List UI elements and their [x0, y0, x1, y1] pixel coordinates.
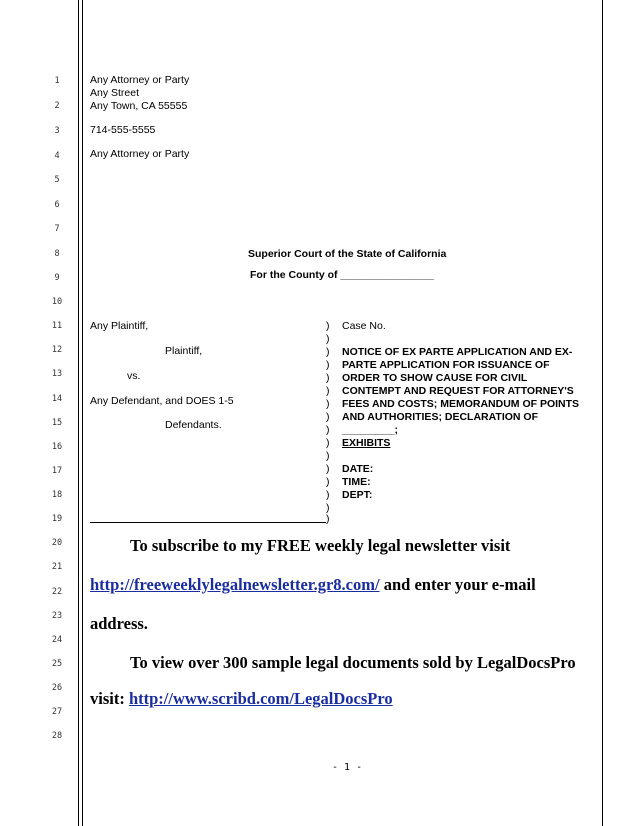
defendant-label: Defendants.	[165, 419, 222, 431]
line-number: 16	[51, 442, 63, 452]
line-number: 27	[51, 707, 63, 717]
newsletter-link[interactable]: http://freeweeklylegalnewsletter.gr8.com/	[90, 575, 380, 594]
hearing-dept-label: DEPT:	[342, 489, 373, 501]
line-number: 13	[51, 369, 63, 379]
title-line: PARTE APPLICATION FOR ISSUANCE OF	[342, 359, 550, 371]
caption-bottom-rule	[90, 522, 326, 523]
title-line: _________;	[342, 424, 399, 436]
right-margin-rule	[602, 0, 603, 826]
court-county: For the County of ________________	[250, 269, 434, 281]
line-number: 9	[54, 273, 60, 283]
versus-label: vs.	[127, 370, 141, 382]
hearing-date-label: DATE:	[342, 463, 374, 475]
line-number: 11	[51, 321, 63, 331]
title-line: AND AUTHORITIES; DECLARATION OF	[342, 411, 538, 423]
plaintiff-label: Plaintiff,	[165, 345, 203, 357]
title-line: NOTICE OF EX PARTE APPLICATION AND EX-	[342, 346, 573, 358]
caption-paren: )	[326, 346, 330, 358]
caption-paren: )	[326, 450, 330, 462]
line-number: 22	[51, 587, 63, 597]
line-number: 18	[51, 490, 63, 500]
line-number: 25	[51, 659, 63, 669]
caption-paren: )	[326, 463, 330, 475]
line-number: 21	[51, 562, 63, 572]
line-number: 26	[51, 683, 63, 693]
line-number: 6	[54, 200, 60, 210]
line-number: 10	[51, 297, 63, 307]
visit-label: visit:	[90, 689, 129, 708]
line-number: 15	[51, 418, 63, 428]
line-number: 1	[54, 76, 60, 86]
attorney-phone: 714-555-5555	[90, 124, 156, 136]
line-number: 20	[51, 538, 63, 548]
left-margin-rule-inner	[82, 0, 83, 826]
caption-paren: )	[326, 437, 330, 449]
caption-paren: )	[326, 398, 330, 410]
line-number: 12	[51, 345, 63, 355]
line-number: 2	[54, 101, 60, 111]
newsletter-line	[90, 575, 536, 595]
caption-paren: )	[326, 502, 330, 514]
scribd-link[interactable]: http://www.scribd.com/LegalDocsPro	[128, 689, 393, 708]
caption-paren: )	[326, 359, 330, 371]
caption-paren: )	[326, 476, 330, 488]
line-number: 19	[51, 514, 63, 524]
title-line: CONTEMPT AND REQUEST FOR ATTORNEY'S	[342, 385, 574, 397]
caption-paren: )	[326, 411, 330, 423]
caption-paren: )	[326, 372, 330, 384]
attorney-street: Any Street	[90, 87, 140, 99]
court-name: Superior Court of the State of California	[248, 248, 447, 260]
line-number: 17	[51, 466, 63, 476]
line-number: 5	[54, 175, 60, 185]
case-number-label: Case No.	[342, 320, 386, 332]
caption-paren: )	[326, 333, 330, 345]
hearing-time-label: TIME:	[342, 476, 371, 488]
attorney-for: Any Attorney or Party	[90, 148, 190, 160]
line-number: 24	[51, 635, 63, 645]
line-number: 8	[54, 249, 60, 259]
scribd-line	[90, 689, 393, 709]
left-margin-rule-outer	[78, 0, 79, 826]
page-number: - 1 -	[332, 762, 363, 773]
line-number: 14	[51, 394, 63, 404]
line-number: 4	[54, 151, 60, 161]
line-number: 7	[54, 224, 60, 234]
title-line: ORDER TO SHOW CAUSE FOR CIVIL	[342, 372, 528, 384]
line-number: 28	[51, 731, 63, 741]
line-number: 3	[54, 126, 60, 136]
attorney-name: Any Attorney or Party	[90, 74, 190, 86]
address-text: address.	[90, 614, 148, 633]
caption-paren: )	[326, 385, 330, 397]
title-line-exhibits: EXHIBITS	[342, 437, 391, 449]
defendant-name: Any Defendant, and DOES 1-5	[90, 395, 234, 407]
plaintiff-name: Any Plaintiff,	[90, 320, 149, 332]
caption-paren: )	[326, 424, 330, 436]
view-documents-text: To view over 300 sample legal documents sold by LegalDocsPro	[130, 653, 576, 672]
caption-paren: )	[326, 489, 330, 501]
subscribe-text: To subscribe to my FREE weekly legal newsletter visit	[130, 536, 511, 555]
caption-paren: )	[326, 513, 330, 525]
caption-paren: )	[326, 320, 330, 332]
attorney-city: Any Town, CA 55555	[90, 100, 188, 112]
title-line: FEES AND COSTS; MEMORANDUM OF POINTS	[342, 398, 580, 410]
enter-email-text: and enter your e-mail	[379, 575, 536, 594]
line-number: 23	[51, 611, 63, 621]
